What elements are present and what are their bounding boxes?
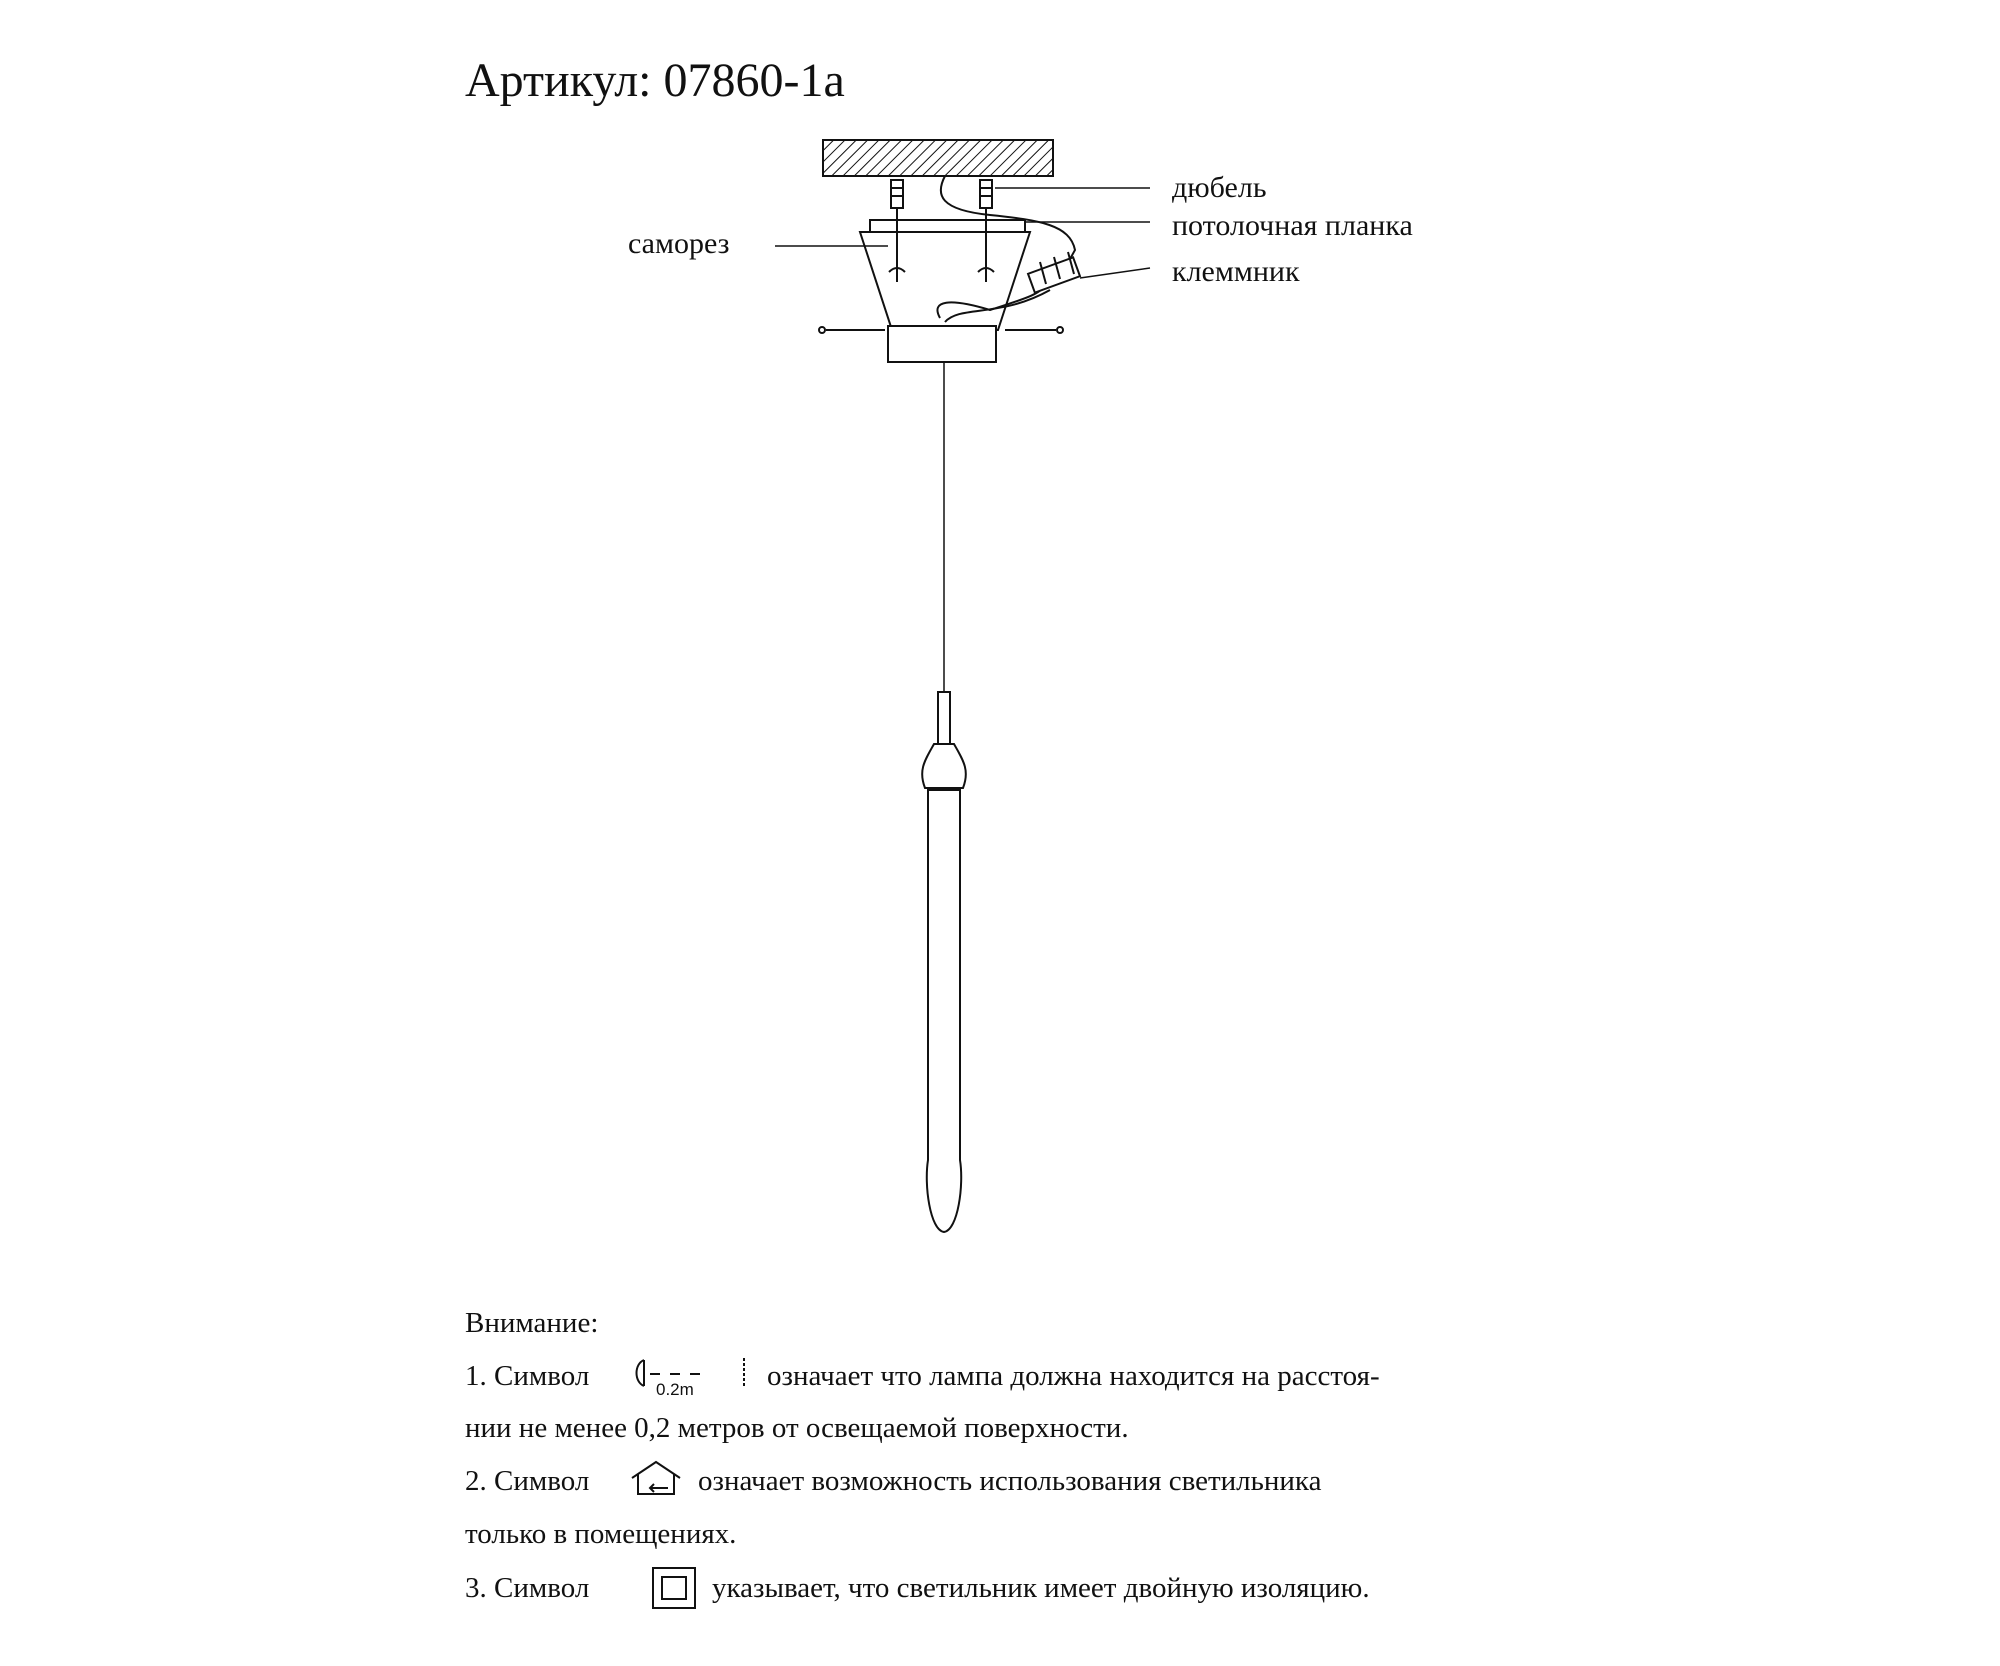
leader-terminal [1080,268,1150,278]
lamp-cap [922,744,966,788]
label-dowel: дюбель [1172,171,1267,204]
note-1-prefix: 1. Символ [465,1360,590,1392]
distance-symbol-icon [632,1352,762,1402]
notes-heading: Внимание: [465,1307,599,1339]
terminal-block [1028,252,1080,293]
note-2-continuation: только в помещениях. [465,1518,737,1550]
double-insulation-icon [650,1565,698,1611]
note-3-prefix: 3. Символ [465,1572,590,1604]
note-2-text: означает возможность использования светильника [698,1465,1322,1497]
note-1-continuation: нии не менее 0,2 метров от освещаемой поверхности. [465,1412,1129,1444]
label-terminal: клеммник [1172,255,1300,288]
canopy-collar [888,326,996,362]
label-screw: саморез [628,227,730,260]
screw-left [889,235,905,272]
distance-symbol-text: 0.2m [656,1380,694,1399]
internal-wire [937,285,1045,318]
article-title: Артикул: 07860-1а [465,54,845,107]
note-1-text: означает что лампа должна находится на расстоя- [767,1360,1380,1392]
indoor-house-icon [628,1458,684,1500]
note-2-prefix: 2. Символ [465,1465,590,1497]
ceiling [823,140,1053,176]
label-ceiling-bar: потолочная планка [1172,209,1413,242]
side-screw-left [819,327,885,333]
lamp-stem [938,692,950,744]
screw-right [978,235,994,272]
note-3-text: указывает, что светильник имеет двойную изоляцию. [712,1572,1370,1604]
ceiling-bar [870,220,1025,232]
side-screw-right [1005,327,1063,333]
glass-rod [927,790,961,1232]
